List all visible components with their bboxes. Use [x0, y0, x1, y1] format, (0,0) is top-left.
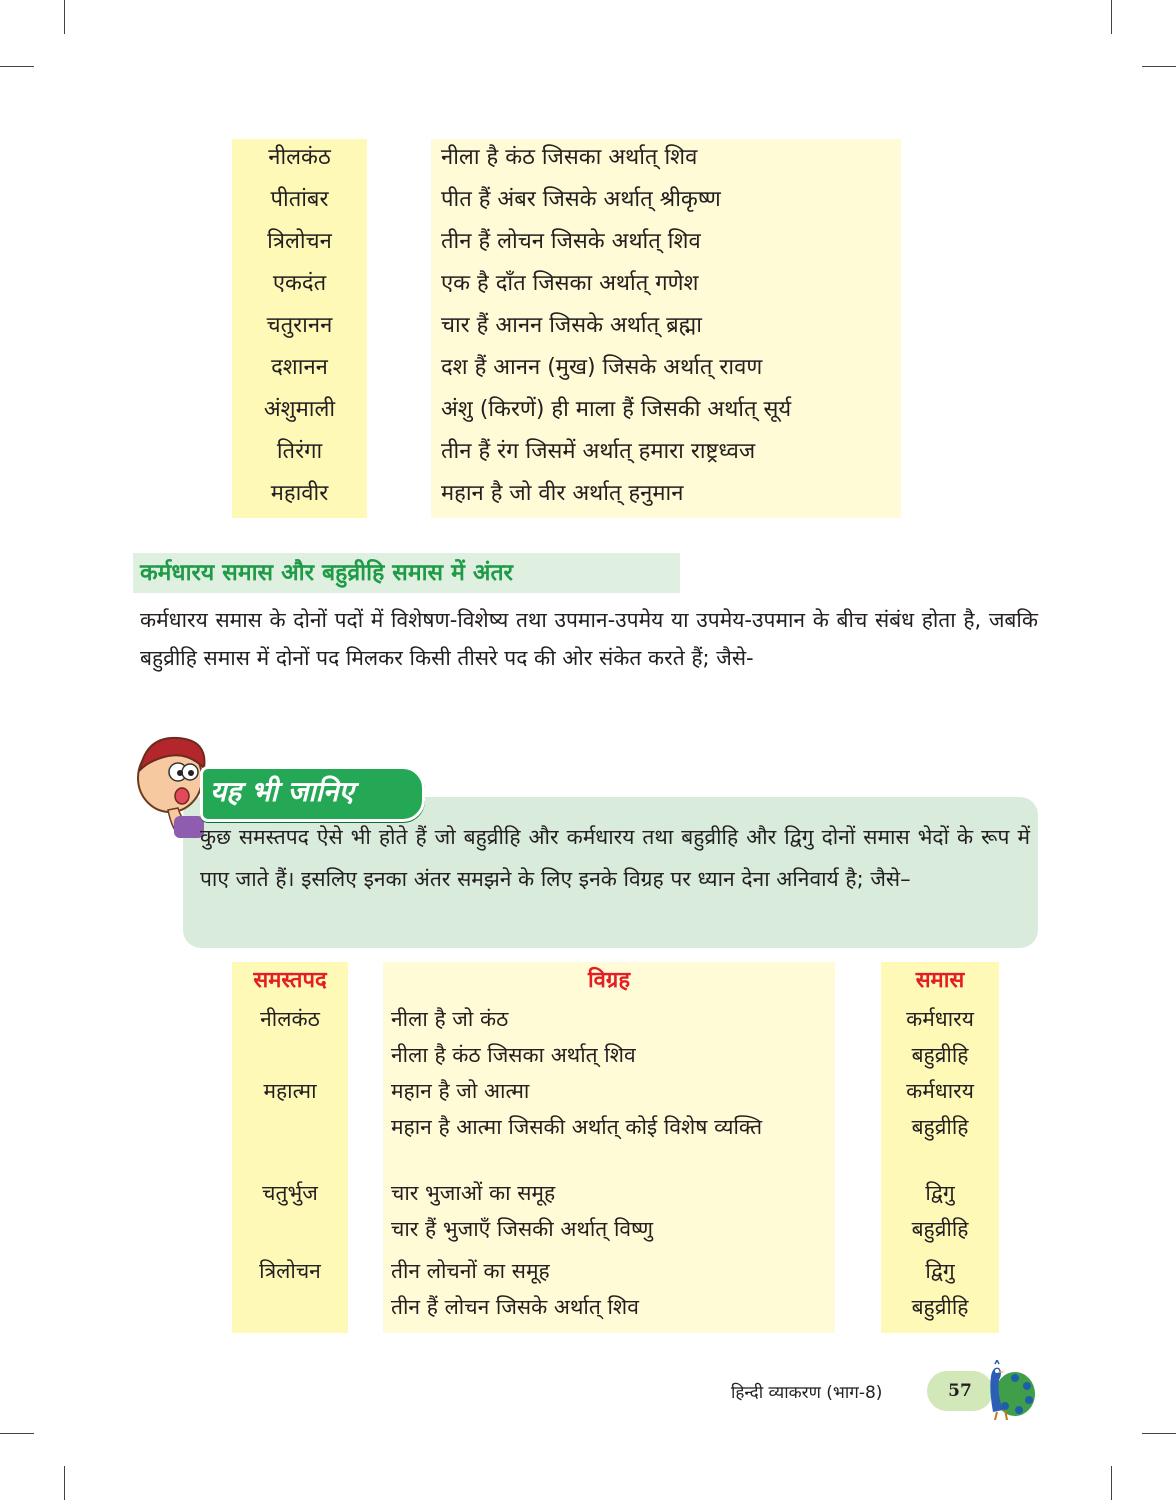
table-row-samas: कर्मधारय: [906, 1079, 974, 1103]
crop-mark: [64, 0, 65, 34]
crop-mark: [1111, 0, 1112, 34]
peacock-icon: [975, 1360, 1037, 1420]
crop-mark: [64, 1466, 65, 1500]
table-row-definition: पीत हैं अंबर जिसके अर्थात् श्रीकृष्ण: [441, 187, 721, 212]
table-row-samas: कर्मधारय: [906, 1007, 974, 1031]
table-row-term: अंशुमाली: [263, 397, 336, 422]
crop-mark: [1111, 1466, 1112, 1500]
table-row-vigrah: चार हैं भुजाएँ जिसकी अर्थात् विष्णु: [391, 1217, 654, 1241]
table-row-definition: अंशु (किरणें) ही माला हैं जिसकी अर्थात् सूर्य: [441, 397, 792, 422]
table-row-samas: द्विगु: [925, 1181, 955, 1205]
info-box-text: कुछ समस्तपद ऐसे भी होते हैं जो बहुव्रीहि और कर्मधारय तथा बहुव्रीहि और द्विगु दोनों समास भेदों के रूप में पाए जाते हैं। इसलिए इनका अंतर समझने के लिए इनके विग्रह पर ध्यान देना अनिवार्य है; जैसे–: [200, 825, 1030, 891]
table-row-definition: महान है जो वीर अर्थात् हनुमान: [441, 481, 684, 506]
crop-mark: [0, 66, 34, 67]
table-row-term: एकदंत: [272, 271, 327, 296]
table-row-term: चतुरानन: [266, 313, 333, 338]
table-row-term: नीलकंठ: [260, 1007, 320, 1031]
header-term: समस्तपद: [253, 968, 327, 993]
table-row-definition: तीन हैं रंग जिसमें अर्थात् हमारा राष्ट्रध्वज: [441, 439, 756, 464]
crop-mark: [0, 1433, 34, 1434]
table-row-term: पीतांबर: [270, 187, 329, 212]
crop-mark: [1142, 66, 1176, 67]
crop-mark: [1142, 1433, 1176, 1434]
table-row-definition: तीन हैं लोचन जिसके अर्थात् शिव: [441, 229, 701, 254]
header-samas: समास: [915, 968, 965, 993]
table-row-definition: नीला है कंठ जिसका अर्थात् शिव: [441, 145, 698, 170]
table-row-samas: बहुव्रीहि: [911, 1115, 969, 1139]
table-row-term: महावीर: [270, 481, 329, 506]
table-row-vigrah: तीन लोचनों का समूह: [391, 1259, 550, 1283]
info-box-label: यह भी जानिए: [210, 775, 354, 808]
table-row-samas: द्विगु: [925, 1259, 955, 1283]
book-title: हिन्दी व्याकरण (भाग-8): [731, 1383, 883, 1403]
table-row-term: नीलकंठ: [268, 145, 331, 170]
section-title: कर्मधारय समास और बहुव्रीहि समास में अंतर: [140, 560, 513, 586]
table-row-term: तिरंगा: [276, 439, 323, 464]
table-row-samas: बहुव्रीहि: [911, 1217, 969, 1241]
table-row-vigrah: नीला है कंठ जिसका अर्थात् शिव: [391, 1043, 636, 1067]
table-row-vigrah: चार भुजाओं का समूह: [391, 1181, 556, 1205]
table-row-definition: दश हैं आनन (मुख) जिसके अर्थात् रावण: [441, 355, 763, 380]
table-row-term: चतुर्भुज: [262, 1181, 318, 1205]
table-row-samas: बहुव्रीहि: [911, 1043, 969, 1067]
page-number: 57: [927, 1371, 993, 1411]
table-row-vigrah: महान है जो आत्मा: [391, 1079, 530, 1103]
section-paragraph: कर्मधारय समास के दोनों पदों में विशेषण-विशेष्य तथा उपमान-उपमेय या उपमेय-उपमान के बीच संबंध होता है, जबकि बहुव्रीहि समास में दोनों पद मिलकर किसी तीसरे पद की ओर संकेत करते हैं; जैसे-: [140, 608, 1038, 670]
table-row-definition: एक है दाँत जिसका अर्थात् गणेश: [441, 271, 699, 296]
table-row-term: त्रिलोचन: [259, 1259, 321, 1283]
table-row-definition: चार हैं आनन जिसके अर्थात् ब्रह्मा: [441, 313, 702, 338]
table-row-term: महात्मा: [263, 1079, 317, 1103]
table-row-term: दशानन: [271, 355, 328, 380]
header-vigrah: विग्रह: [587, 968, 631, 993]
table-row-vigrah: महान है आत्मा जिसकी अर्थात् कोई विशेष व्यक्ति: [391, 1115, 763, 1139]
table-row-vigrah: नीला है जो कंठ: [391, 1007, 509, 1031]
table-row-vigrah: तीन हैं लोचन जिसके अर्थात् शिव: [391, 1295, 639, 1319]
table-row-term: त्रिलोचन: [267, 229, 332, 254]
table-row-samas: बहुव्रीहि: [911, 1295, 969, 1319]
